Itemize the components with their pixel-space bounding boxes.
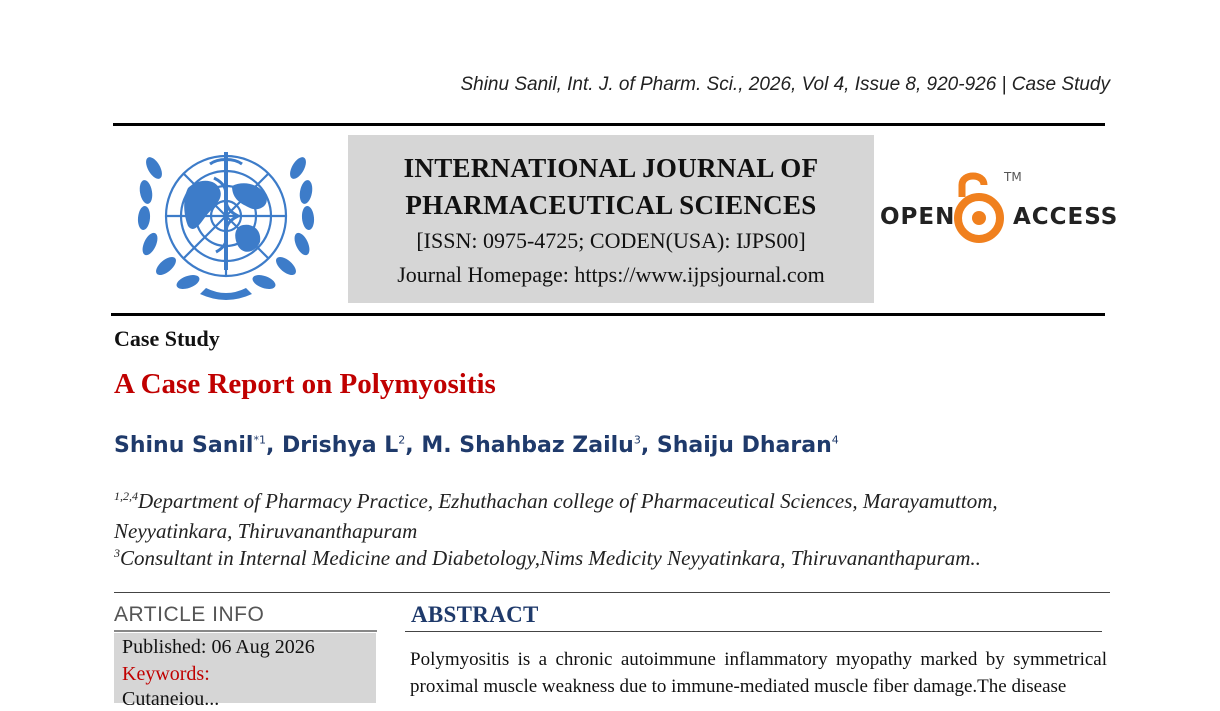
open-access-tm: TM	[1004, 170, 1022, 184]
affiliation-sup: 3	[114, 546, 120, 560]
author-name: Drishya L	[282, 433, 399, 458]
section-divider	[114, 592, 1110, 593]
journal-title-line2: PHARMACEUTICAL SCIENCES	[405, 190, 817, 220]
author-sup: *1	[253, 433, 266, 447]
section-type: Case Study	[114, 326, 220, 351]
citation-line: Shinu Sanil, Int. J. of Pharm. Sci., 2026, Vol 4, Issue 8, 920-926 | Case Study	[460, 74, 1110, 95]
author-sup: 4	[831, 433, 839, 447]
affiliation	[114, 489, 998, 514]
published-date: Published: 06 Aug 2026	[122, 636, 315, 658]
header-rule-top	[113, 123, 1105, 126]
keywords-label: Keywords:	[122, 663, 210, 685]
journal-title-line1: INTERNATIONAL JOURNAL OF	[403, 153, 819, 183]
article-info-heading: ARTICLE INFO	[114, 603, 265, 626]
author-separator: ,	[640, 433, 657, 458]
author-sup: 3	[633, 433, 641, 447]
affiliation	[114, 546, 981, 571]
open-access-lock-icon	[958, 176, 1000, 239]
article-title: A Case Report on Polymyositis	[114, 368, 496, 400]
affiliation-text: Department of Pharmacy Practice, Ezhuthachan college of Pharmaceutical Sciences, Marayamuttom,	[138, 489, 998, 513]
journal-issn: [ISSN: 0975-4725; CODEN(USA): IJPS00]	[416, 228, 806, 253]
author-name: Shaiju Dharan	[656, 433, 832, 458]
journal-homepage: Journal Homepage: https://www.ijpsjournal.com	[397, 262, 825, 287]
author-separator: ,	[265, 433, 282, 458]
abstract-rule	[405, 631, 1102, 632]
abstract-text: Polymyositis is a chronic autoimmune inflammatory myopathy marked by symmetrical proximal muscle weakness due to immune-mediated muscle fiber damage.The disease	[410, 649, 1107, 697]
header-rule-bottom	[111, 313, 1105, 316]
keywords-value: Cutaneiou...	[122, 688, 220, 710]
author-name: Shinu Sanil	[114, 433, 254, 458]
affiliation-text: Consultant in Internal Medicine and Diabetology,Nims Medicity Neyyatinkara, Thiruvananthapuram..	[120, 546, 981, 570]
affiliation-sup: 1,2,4	[114, 489, 138, 503]
abstract-heading: ABSTRACT	[411, 602, 539, 627]
affiliation	[114, 519, 417, 544]
article-info-box	[114, 633, 376, 710]
journal-banner	[348, 135, 874, 303]
author-sup: 2	[398, 433, 406, 447]
author-list	[114, 433, 839, 458]
open-access-logo	[880, 165, 1119, 251]
emblem-logo	[128, 138, 324, 306]
author-name: M. Shahbaz Zailu	[421, 433, 634, 458]
article-info-rule	[114, 630, 377, 632]
open-access-word-access: ACCESS	[1013, 204, 1119, 230]
affiliation-text: Neyyatinkara, Thiruvananthapuram	[114, 519, 418, 543]
author-separator: ,	[405, 433, 422, 458]
open-access-word-open: OPEN	[880, 204, 956, 230]
